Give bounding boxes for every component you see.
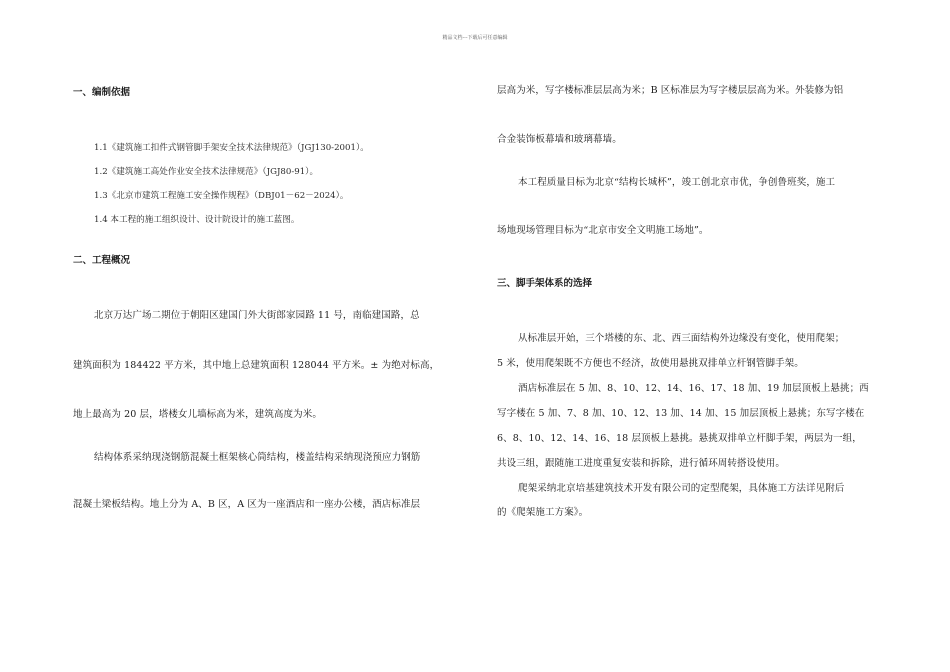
- scaffold-line: 从标准层开始，三个塔楼的东、北、西三面结构外边缘没有变化，使用爬架；: [518, 333, 845, 344]
- overview-line: 层高为米，写字楼标准层层高为米；B 区标准层为写字楼层层高为米。外装修为铝: [497, 85, 844, 96]
- reference-item: 1.4 本工程的施工组织设计、设计院设计的施工蓝图。: [94, 215, 300, 225]
- scaffold-line: 的《爬架施工方案》。: [497, 507, 589, 518]
- overview-line: 本工程质量目标为北京“结构长城杯”，竣工创北京市优，争创鲁班奖，施工: [518, 177, 836, 188]
- scaffold-line: 写字楼在 5 加、7、8 加、10、12、13 加、14 加、15 加层顶板上悬挑；东写字楼在: [497, 408, 865, 419]
- overview-line: 北京万达广场二期位于朝阳区建国门外大街郎家园路 11 号，南临建国路，总: [94, 310, 420, 321]
- overview-line: 结构体系采纳现浇钢筋混凝土框架核心筒结构，楼盖结构采纳现浇预应力钢筋: [94, 452, 421, 463]
- overview-line: 建筑面积为 184422 平方米，其中地上总建筑面积 128044 平方米。± 为绝对标高，: [73, 360, 440, 371]
- overview-line: 地上最高为 20 层，塔楼女儿墙标高为米，建筑高度为米。: [73, 409, 322, 420]
- scaffold-line: 5 米，使用爬架既不方便也不经济，故使用悬挑双排单立杆钢管脚手架。: [497, 358, 804, 369]
- overview-line: 场地现场管理目标为“北京市安全文明施工场地”。: [497, 225, 709, 236]
- reference-item: 1.1《建筑施工扣件式钢管脚手架安全技术法律规范》（JGJ130-2001）。: [94, 143, 369, 153]
- page-header: 精品文档---下载后可任意编辑: [442, 35, 508, 41]
- overview-line: 合金装饰板幕墙和玻璃幕墙。: [497, 134, 622, 145]
- section-2-title: 二、工程概况: [73, 255, 131, 266]
- scaffold-line: 酒店标准层在 5 加、8、10、12、14、16、17、18 加、19 加层顶板上悬挑；西: [518, 383, 869, 394]
- section-1-title: 一、编制依据: [73, 87, 131, 98]
- section-3-title: 三、脚手架体系的选择: [497, 278, 593, 289]
- scaffold-line: 共设三组，跟随施工进度重复安装和拆除，进行循环周转搭设使用。: [497, 458, 786, 469]
- reference-item: 1.3《北京市建筑工程施工安全操作规程》（DBJ01－62－2024）。: [94, 191, 349, 201]
- scaffold-line: 6、8、10、12、14、16、18 层顶板上悬挑。悬挑双排单立杆脚手架，两层为一组，: [497, 433, 862, 444]
- scaffold-line: 爬架采纳北京培基建筑技术开发有限公司的定型爬架，具体施工方法详见附后: [518, 483, 845, 494]
- overview-line: 混凝土梁板结构。地上分为 A、B 区，A 区为一座酒店和一座办公楼，酒店标准层: [73, 499, 421, 510]
- reference-item: 1.2《建筑施工高处作业安全技术法律规范》（JGJ80-91）。: [94, 167, 319, 177]
